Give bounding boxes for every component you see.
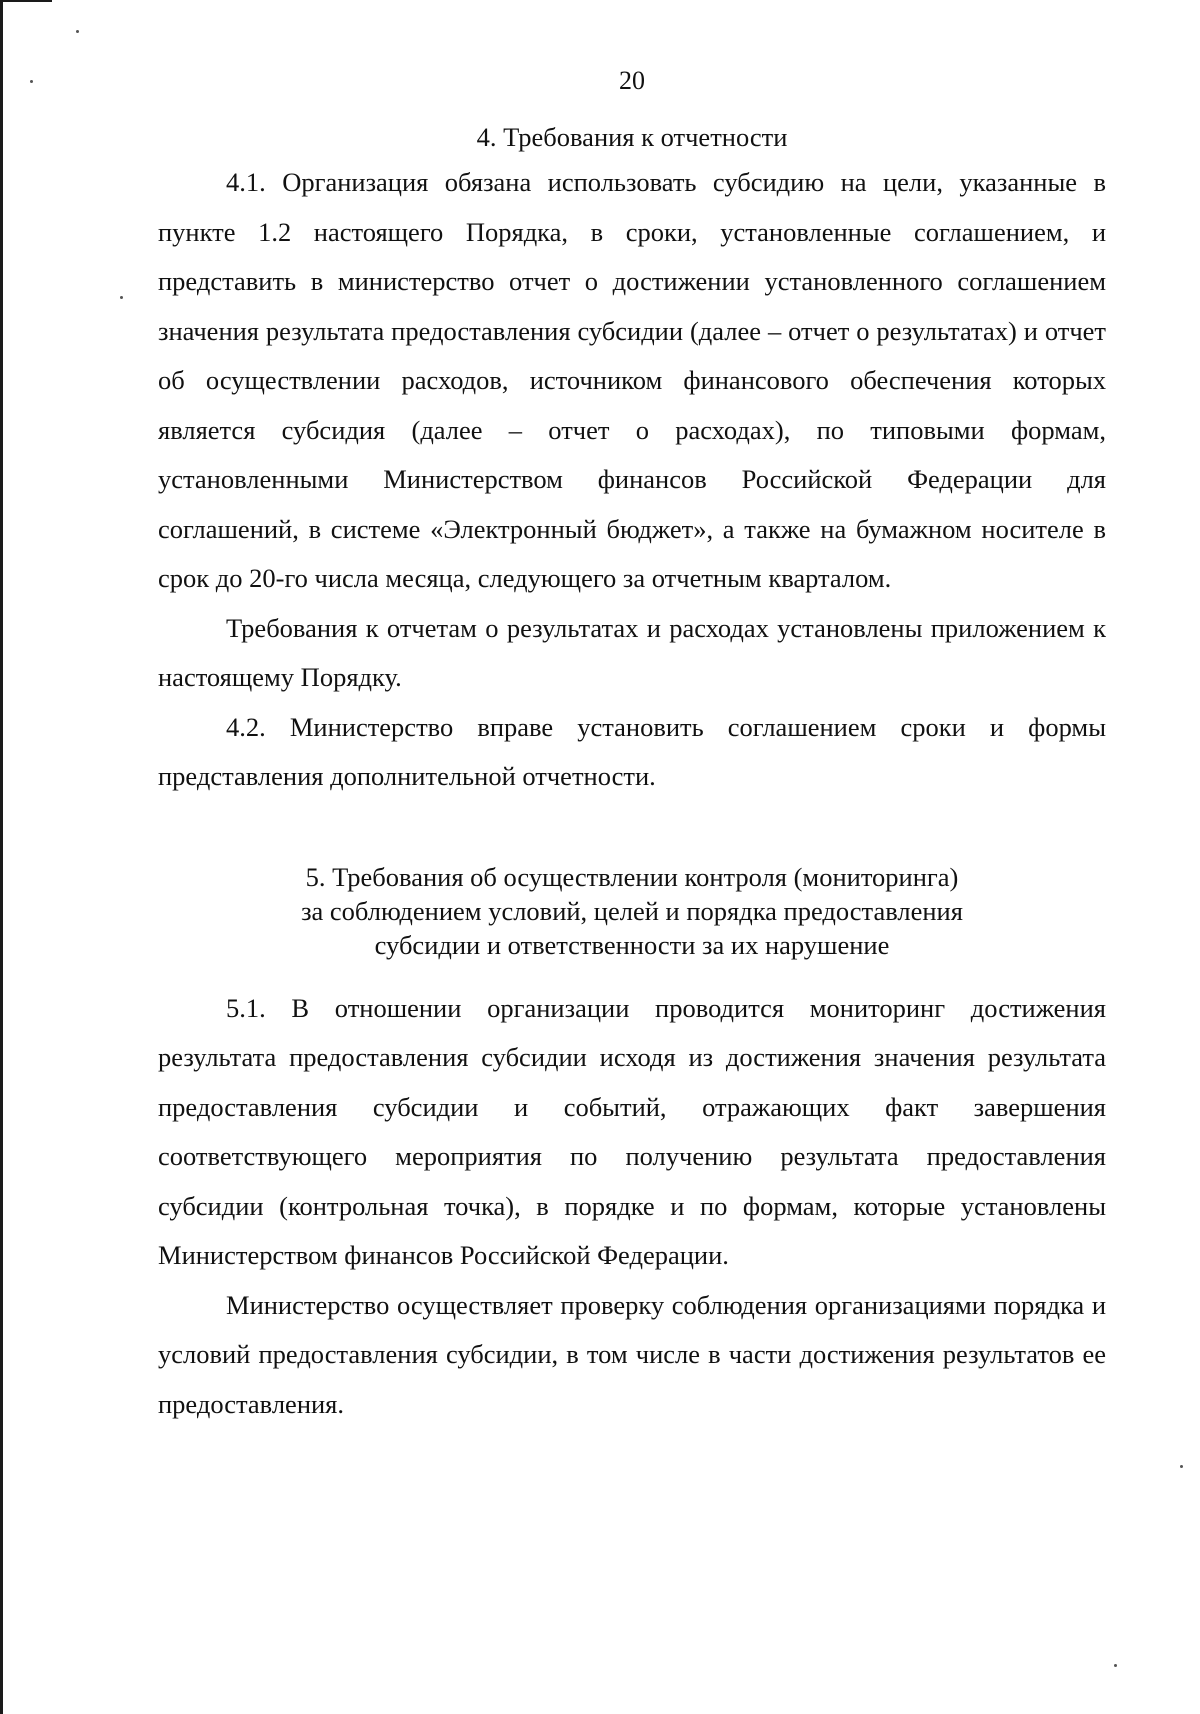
section-5-heading-line: субсидии и ответственности за их нарушение — [374, 929, 890, 960]
document-body — [158, 120, 1106, 1429]
section-gap — [158, 802, 1106, 860]
paragraph-ministry-check: Министерство осуществляет проверку соблюдения организациями порядка и условий предоставления субсидии, в том числе в части достижения результатов ее предоставления. — [158, 1289, 1106, 1419]
scan-speck — [120, 296, 123, 299]
paragraph-4-2: 4.2. Министерство вправе установить соглашением сроки и формы представления дополнительной отчетности. — [158, 711, 1106, 791]
section-5-heading — [158, 860, 1106, 962]
page-number: 20 — [619, 66, 645, 95]
paragraph-5-1: 5.1. В отношении организации проводится мониторинг достижения результата предоставления субсидии исходя из достижения значения результата предоставления субсидии и событий, отражающих факт завершения соответствующего мероприятия по получению результата предоставления субсидии (контрольная точка), в порядке и по формам, которые установлены Министерством финансов Российской Федерации. — [158, 992, 1106, 1270]
paragraph-report-requirements: Требования к отчетам о результатах и расходах установлены приложением к настоящему Порядку. — [158, 612, 1106, 692]
section-5-heading-line: 5. Требования об осуществлении контроля (мониторинга) — [305, 861, 959, 892]
section-4-heading: 4. Требования к отчетности — [476, 122, 788, 152]
scan-speck — [1114, 1664, 1117, 1667]
scan-border-top — [0, 0, 52, 2]
section-5-heading-line: за соблюдением условий, целей и порядка предоставления — [301, 895, 963, 926]
paragraph-4-1: 4.1. Организация обязана использовать субсидию на цели, указанные в пункте 1.2 настоящего Порядка, в сроки, установленные соглашением, и представить в министерство отчет о достижении установленного соглашением значения результата предоставления субсидии (далее – отчет о результатах) и отчет об осуществлении расходов, источником финансового обеспечения которых является субсидия (далее – отчет о расходах), по типовыми формам, установленными Министерством финансов Российской Федерации для соглашений, в системе «Электронный бюджет», а также на бумажном носителе в срок до 20-го числа месяца, следующего за отчетным кварталом. — [158, 167, 1106, 593]
scan-speck — [76, 30, 79, 33]
scan-speck — [1180, 1465, 1183, 1468]
scan-border-left — [0, 0, 3, 1714]
